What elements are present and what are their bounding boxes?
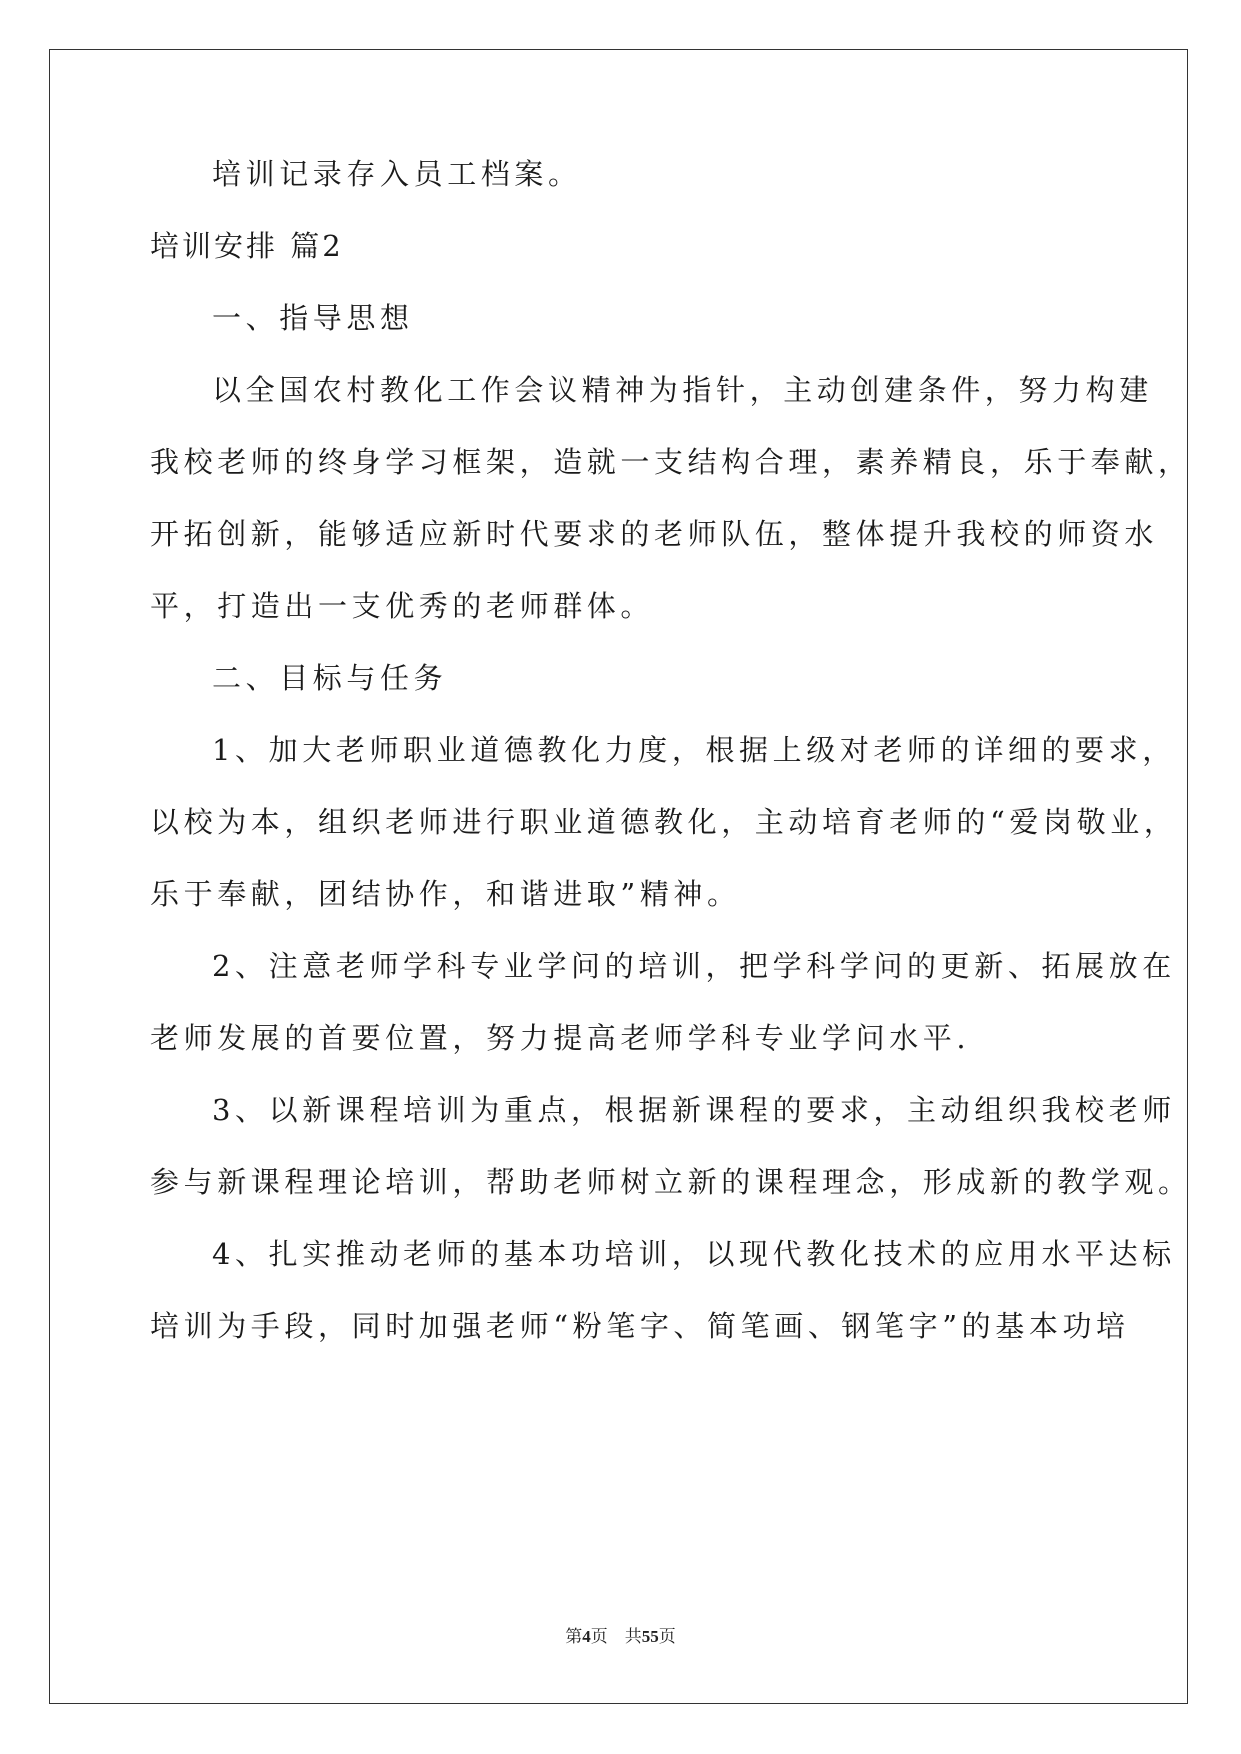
- paragraph-line: 开拓创新，能够适应新时代要求的老师队伍，整体提升我校的师资水: [150, 517, 1159, 551]
- total-pages-number: 55: [641, 1627, 659, 1646]
- paragraph-line: 老师发展的首要位置，努力提高老师学科专业学问水平.: [150, 1021, 971, 1055]
- paragraph-line: 平，打造出一支优秀的老师群体。: [150, 589, 655, 623]
- paragraph-line: 1、加大老师职业道德教化力度，根据上级对老师的详细的要求，: [212, 733, 1176, 767]
- subheading: 一、指导思想: [212, 301, 414, 335]
- paragraph-line: 3、以新课程培训为重点，根据新课程的要求，主动组织我校老师: [212, 1093, 1176, 1127]
- paragraph-line: 4、扎实推动老师的基本功培训，以现代教化技术的应用水平达标: [212, 1237, 1176, 1271]
- paragraph-line: 乐于奉献，团结协作，和谐进取”精神。: [150, 877, 741, 911]
- page-footer: [0, 1622, 1241, 1647]
- current-page-number: 4: [582, 1627, 591, 1646]
- paragraph-line: 以校为本，组织老师进行职业道德教化，主动培育老师的“爱岗敬业，: [150, 805, 1178, 839]
- footer-prefix: 第: [565, 1627, 583, 1646]
- paragraph-line: 以全国农村教化工作会议精神为指针，主动创建条件，努力构建: [212, 373, 1153, 407]
- paragraph-line: 2、注意老师学科专业学问的培训，把学科学问的更新、拓展放在: [212, 949, 1176, 983]
- paragraph-line: 参与新课程理论培训，帮助老师树立新的课程理念，形成新的教学观。: [150, 1165, 1192, 1199]
- footer-mid: 页 共: [590, 1627, 642, 1646]
- subheading: 二、目标与任务: [212, 661, 448, 695]
- footer-suffix: 页: [658, 1627, 676, 1646]
- paragraph-line: 我校老师的终身学习框架，造就一支结构合理，素养精良，乐于奉献，: [150, 445, 1192, 479]
- section-heading: 培训安排 篇2: [150, 229, 344, 263]
- paragraph-line: 培训记录存入员工档案。: [212, 157, 582, 191]
- paragraph-line: 培训为手段，同时加强老师“粉笔字、简笔画、钢笔字”的基本功培: [150, 1309, 1130, 1343]
